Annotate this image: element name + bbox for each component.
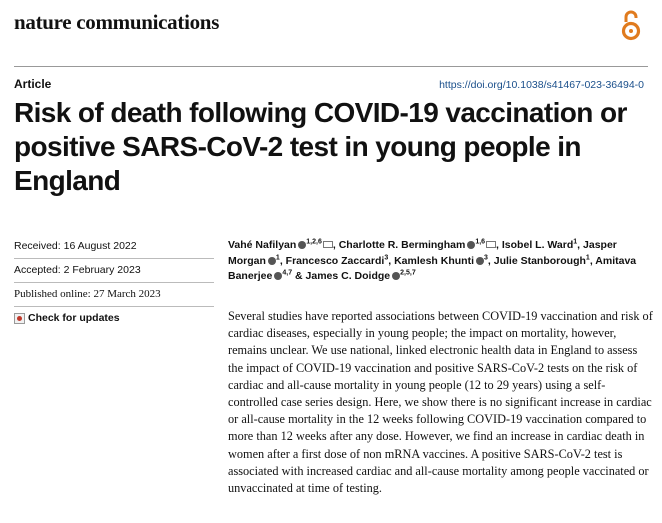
meta-divider bbox=[14, 306, 214, 307]
author-name: Julie Stanborough bbox=[493, 254, 586, 267]
check-for-updates-button[interactable] bbox=[14, 312, 120, 324]
published-date: Published online: 27 March 2023 bbox=[14, 288, 161, 300]
mail-icon[interactable] bbox=[323, 241, 333, 248]
article-title: Risk of death following COVID-19 vaccination or positive SARS-CoV-2 test in young people in England bbox=[14, 97, 627, 196]
open-access-icon bbox=[620, 8, 642, 42]
author-affiliation: 4,7 bbox=[282, 269, 293, 277]
meta-divider bbox=[14, 282, 214, 283]
orcid-icon[interactable] bbox=[268, 257, 276, 265]
author[interactable] bbox=[228, 239, 333, 251]
check-for-updates-label: Check for updates bbox=[28, 312, 120, 324]
author-name: Vahé Nafilyan bbox=[228, 239, 297, 251]
mail-icon[interactable] bbox=[486, 241, 496, 248]
article-type: Article bbox=[14, 77, 52, 91]
accepted-date: Accepted: 2 February 2023 bbox=[14, 264, 141, 276]
orcid-icon[interactable] bbox=[476, 257, 484, 265]
check-for-updates-icon bbox=[14, 313, 25, 324]
author-affiliation: 2,5,7 bbox=[400, 269, 416, 277]
author-separator: & bbox=[292, 270, 306, 282]
header-divider bbox=[14, 66, 648, 67]
author-separator: , bbox=[589, 254, 596, 267]
author[interactable] bbox=[394, 255, 488, 267]
author-separator: , bbox=[487, 254, 494, 267]
author-separator: , bbox=[332, 239, 339, 251]
author-name: Amitava Banerjee bbox=[228, 254, 637, 282]
author-separator: , bbox=[577, 239, 584, 251]
author[interactable] bbox=[339, 239, 496, 251]
author[interactable] bbox=[286, 255, 389, 267]
abstract: Several studies have reported associations between COVID-19 vaccination and risk of cardiac diseases, especially in young people; the impact on mortality, however, remains unclear. We use national, linked electronic health data in England to assess the impact of COVID-19 vaccination and positive SARS-CoV-2 tests on the risk of cardiac and all-cause mortality in young people (12 to 29 years) using a self-controlled case series design. Here, we show there is no significant increase in cardiac or all-cause mortality in the 12 weeks following COVID-19 vaccination compared to more than 12 weeks after any dose. However, we find an increase in cardiac death in women after a first dose of non mRNA vaccines. A positive SARS-CoV-2 test is associated with increased cardiac and all-cause mortality among people vaccinated or unvaccinated at time of testing. bbox=[228, 309, 653, 496]
author-affiliation: 1,2,6 bbox=[306, 238, 322, 246]
author-affiliation: 1 bbox=[573, 238, 578, 246]
author[interactable] bbox=[306, 270, 416, 282]
journal-name: nature communications bbox=[14, 10, 220, 34]
received-date: Received: 16 August 2022 bbox=[14, 240, 137, 252]
doi-link[interactable]: https://doi.org/10.1038/s41467-023-36494-0 bbox=[439, 79, 644, 91]
author-separator: , bbox=[279, 254, 286, 267]
author-name: Jasper Morgan bbox=[228, 239, 617, 267]
orcid-icon[interactable] bbox=[392, 272, 400, 280]
author-name: Isobel L. Ward bbox=[501, 239, 574, 251]
author[interactable] bbox=[494, 255, 590, 267]
author-affiliation: 3 bbox=[484, 254, 488, 261]
author-name: Kamlesh Khunti bbox=[394, 254, 474, 267]
author-name: James C. Doidge bbox=[305, 270, 391, 282]
author-affiliation: 3 bbox=[384, 254, 389, 261]
author[interactable] bbox=[502, 239, 577, 251]
author-affiliation: 1 bbox=[275, 254, 280, 261]
author-name: Francesco Zaccardi bbox=[285, 254, 385, 267]
author-separator: , bbox=[388, 254, 395, 267]
meta-divider bbox=[14, 258, 214, 259]
author-name: Charlotte R. Bermingham bbox=[338, 239, 466, 251]
author-affiliation: 1 bbox=[585, 254, 590, 261]
author-affiliation: 1,6 bbox=[475, 238, 486, 246]
author-separator: , bbox=[496, 239, 502, 251]
author-list bbox=[228, 238, 648, 285]
